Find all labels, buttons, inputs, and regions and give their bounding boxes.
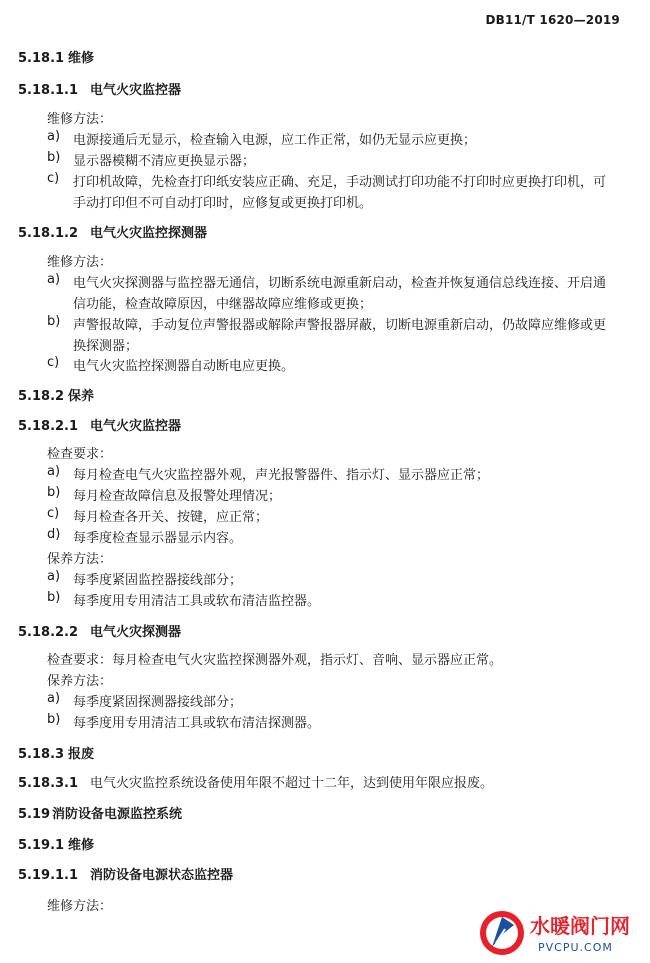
list-marker: b) bbox=[47, 712, 61, 727]
list-marker: b) bbox=[47, 590, 61, 605]
logo-mark-icon bbox=[474, 903, 644, 959]
section-number: 5.19.1 bbox=[18, 838, 65, 853]
section-heading bbox=[18, 415, 650, 434]
list-marker: c) bbox=[47, 355, 60, 370]
site-watermark-logo bbox=[474, 903, 644, 959]
list-text: 每季度检查显示器显示内容。 bbox=[73, 531, 243, 546]
list-text: 声警报故障，手动复位声警报器或解除声警报器屏蔽，切断电源重新启动，仍故障应维修或更 bbox=[73, 318, 607, 333]
list-text: 每季度紧固探测器接线部分； bbox=[73, 695, 243, 710]
section-number: 5.18.1.1 bbox=[18, 83, 79, 98]
list-text: 每季度用专用清洁工具或软布清洁探测器。 bbox=[73, 716, 321, 731]
list-marker: c) bbox=[47, 171, 60, 186]
section-title: 电气火灾监控器 bbox=[90, 419, 182, 434]
list-text: 电气火灾探测器与监控器无通信，切断系统电源重新启动，检查并恢复通信总线连接、开启通 bbox=[73, 276, 607, 291]
section-heading bbox=[18, 834, 650, 853]
list-marker: b) bbox=[47, 150, 61, 165]
list-text: 每季度紧固监控器接线部分； bbox=[73, 573, 243, 588]
lead-text: 维修方法： bbox=[47, 255, 113, 270]
list-text-continued: 手动打印但不可自动打印时，应修复或更换打印机。 bbox=[73, 196, 373, 211]
section-title: 保养 bbox=[68, 389, 95, 404]
section-heading bbox=[18, 47, 650, 66]
section-title: 电气火灾监控器 bbox=[90, 83, 182, 98]
section-heading bbox=[18, 79, 650, 98]
list-marker: a) bbox=[47, 129, 61, 144]
lead-text: 维修方法： bbox=[47, 112, 113, 127]
list-text: 打印机故障，先检查打印纸安装应正确、充足，手动测试打印功能不打印时应更换打印机，可 bbox=[73, 175, 607, 190]
section-number: 5.18.1.2 bbox=[18, 226, 79, 241]
section-title: 维修 bbox=[68, 838, 95, 853]
clause-text: 电气火灾监控系统设备使用年限不超过十二年，达到使用年限应报废。 bbox=[90, 776, 494, 791]
list-marker: c) bbox=[47, 506, 60, 521]
section-number: 5.18.2.2 bbox=[18, 625, 79, 640]
logo-text: 水暖阀门网 bbox=[530, 914, 630, 938]
list-text: 每月检查故障信息及报警处理情况； bbox=[73, 489, 282, 504]
section-number: 5.19.1.1 bbox=[18, 868, 79, 883]
list-marker: b) bbox=[47, 485, 61, 500]
lead-text: 保养方法： bbox=[47, 674, 113, 689]
section-number: 5.18.2 bbox=[18, 389, 65, 404]
list-marker: a) bbox=[47, 691, 61, 706]
section-title: 消防设备电源状态监控器 bbox=[90, 868, 234, 883]
section-number: 5.18.1 bbox=[18, 51, 65, 66]
list-text: 电源接通后无显示，检查输入电源，应工作正常，如仍无显示应更换； bbox=[73, 133, 477, 148]
document-code: DB11/T 1620—2019 bbox=[485, 13, 620, 27]
section-title: 消防设备电源监控系统 bbox=[52, 807, 183, 822]
section-number: 5.18.2.1 bbox=[18, 419, 79, 434]
list-text: 电气火灾监控探测器自动断电应更换。 bbox=[73, 359, 295, 374]
section-heading bbox=[18, 803, 650, 822]
logo-url-text: PVCPU.COM bbox=[538, 941, 613, 954]
section-title: 电气火灾监控探测器 bbox=[90, 226, 208, 241]
section-heading bbox=[18, 743, 650, 762]
list-text: 每季度用专用清洁工具或软布清洁监控器。 bbox=[73, 594, 321, 609]
section-title: 电气火灾探测器 bbox=[90, 625, 182, 640]
list-text: 显示器模糊不清应更换显示器； bbox=[73, 154, 256, 169]
list-text-continued: 换探测器； bbox=[73, 339, 139, 354]
list-text: 每月检查电气火灾监控器外观，声光报警器件、指示灯、显示器应正常； bbox=[73, 468, 490, 483]
section-heading bbox=[18, 222, 650, 241]
lead-text: 维修方法： bbox=[47, 899, 113, 914]
section-title: 报废 bbox=[68, 747, 95, 762]
list-marker: b) bbox=[47, 314, 61, 329]
section-heading bbox=[18, 385, 650, 404]
section-heading bbox=[18, 864, 650, 883]
list-marker: a) bbox=[47, 569, 61, 584]
list-text-continued: 信功能，检查故障原因，中继器故障应维修或更换； bbox=[73, 297, 373, 312]
section-number: 5.19 bbox=[18, 807, 51, 822]
section-heading bbox=[18, 621, 650, 640]
clause-number: 5.18.3.1 bbox=[18, 776, 79, 791]
clause-paragraph bbox=[18, 772, 650, 791]
section-title: 维修 bbox=[68, 51, 95, 66]
list-text: 每月检查各开关、按键，应正常； bbox=[73, 510, 269, 525]
list-marker: a) bbox=[47, 272, 61, 287]
section-number: 5.18.3 bbox=[18, 747, 65, 762]
lead-text: 检查要求： bbox=[47, 447, 113, 462]
check-requirement-text: 检查要求：每月检查电气火灾监控探测器外观，指示灯、音响、显示器应正常。 bbox=[47, 653, 503, 668]
list-marker: d) bbox=[47, 527, 61, 542]
list-marker: a) bbox=[47, 464, 61, 479]
lead-text: 保养方法： bbox=[47, 552, 113, 567]
